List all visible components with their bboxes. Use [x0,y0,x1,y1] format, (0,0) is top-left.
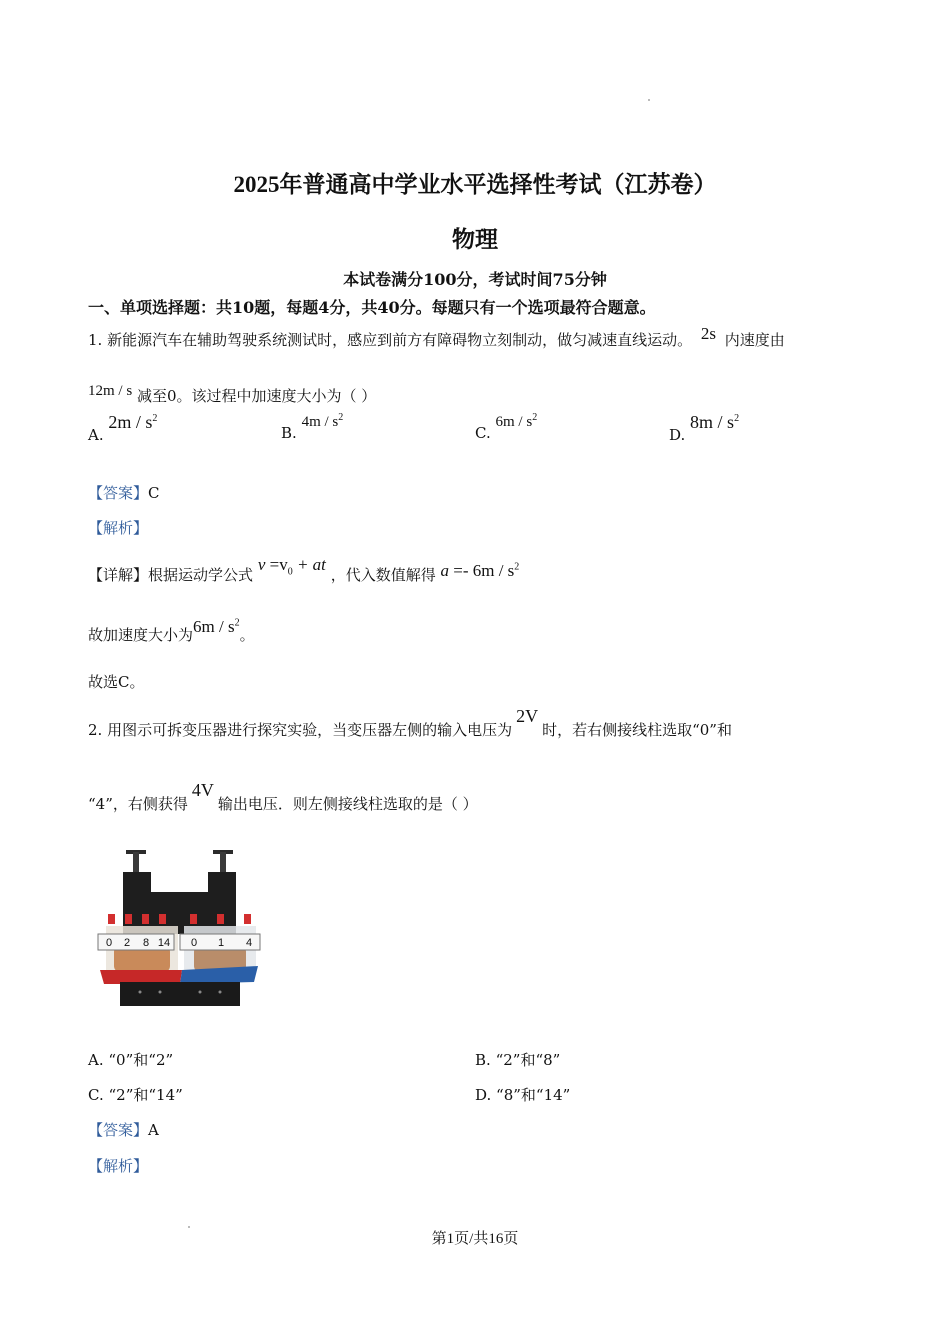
q2-voltage-out: 4V [191,780,214,800]
q2-voltage-in: 2V [516,706,539,726]
black-stand [120,982,240,1006]
detail-text: 根据运动学公式 [148,566,254,584]
detail-label: 【详解】 [88,566,149,584]
detail-text-b: ，代入数值解得 [330,566,436,584]
option-value: $2m / s^2$ [108,412,158,432]
q2-stem-text: 2. 用图示可拆变压器进行探究实验，当变压器左侧的输入电压为 [88,721,513,739]
q1-stem-text: 1. 新能源汽车在辅助驾驶系统测试时，感应到前方有障碍物立刻制动，做匀减速直线运动。 [88,331,693,349]
option-key: C. [475,424,491,442]
exam-title: 2025年普通高中学业水平选择性考试（江苏卷） [233,172,717,197]
formula: $v =v_0$ + at [257,555,326,578]
q2-stem-line1 [88,706,732,740]
q1-stem-line1 [88,324,785,350]
option-key: A. [88,1051,104,1069]
q1-speed: 12m / s [88,383,133,399]
option-value: $6m / s^2$ [495,412,538,430]
q1-stem-text-c: 减至0。该过程中加速度大小为（ ） [136,387,377,405]
left-terminal-label: 2 [123,937,131,949]
q2-stem-text-b: 时，若右侧接线柱选取“0”和 [542,721,732,739]
q1-conclusion [88,617,255,645]
left-terminal-label: 0 [105,937,113,949]
exam-info: 本试卷满分100分，考试时间75分钟 [343,270,607,289]
option-value: “8”和“14” [496,1086,571,1104]
left-terminal-label: 8 [142,937,150,949]
q2-option-c[interactable] [88,1084,183,1105]
transformer-figure [96,842,266,1010]
left-terminal-label: 14 [157,937,171,949]
q2-stem-text-c: “4”，右侧获得 [88,795,188,813]
option-value: “0”和“2” [108,1051,174,1069]
section-heading: 一、单项选择题：共10题，每题4分，共40分。每题只有一个选项最符合题意。 [88,298,656,317]
red-base [100,970,182,984]
right-terminal-label: 1 [217,937,225,949]
q1-option-d[interactable] [669,412,740,445]
page-footer: 第1页/共16页 [431,1231,519,1247]
option-value: $8m / s^2$ [690,412,740,432]
q1-detail [88,555,520,587]
right-terminal-label: 0 [190,937,198,949]
result: $a =- 6m / s^2$ [440,561,520,580]
conclusion-text: 故加速度大小为 [88,626,194,644]
knob-left [126,850,146,874]
option-key: D. [475,1086,492,1104]
q1-option-a[interactable] [88,412,158,445]
option-key: B. [475,1051,491,1069]
q1-stem-text-b: 内速度由 [724,331,785,349]
knob-right [213,850,233,874]
q2-answer [88,1119,159,1140]
option-key: C. [88,1086,104,1104]
option-key: D. [669,426,686,444]
conclusion-end: 。 [239,626,255,644]
q2-analysis-label: 【解析】 [88,1157,149,1175]
answer-label: 【答案】 [88,484,149,502]
scan-dot [648,99,650,101]
q1-choose: 故选C。 [88,673,145,691]
answer-value: A [148,1121,159,1139]
right-terminal-label: 4 [245,937,253,949]
q1-analysis-label: 【解析】 [88,519,149,537]
subject-title: 物理 [452,226,498,253]
q1-option-c[interactable] [475,412,538,443]
option-value: “2”和“14” [108,1086,183,1104]
q1-answer [88,482,160,503]
option-key: A. [88,426,104,444]
option-value: “2”和“8” [495,1051,561,1069]
answer-label: 【答案】 [88,1121,149,1139]
q2-option-d[interactable] [475,1084,570,1105]
conclusion-value: $6m / s^2$ [193,617,240,636]
q2-option-b[interactable] [475,1049,560,1070]
q2-stem-line2 [88,780,478,814]
answer-value: C [148,484,160,502]
q2-stem-text-d: 输出电压．则左侧接线柱选取的是（ ） [217,795,478,813]
q1-stem-line2 [88,385,376,406]
q2-option-a[interactable] [88,1049,173,1070]
iron-core [123,872,236,934]
q1-option-b[interactable] [281,412,344,443]
q1-time: 2s [700,324,716,343]
option-value: $4m / s^2$ [301,412,344,430]
option-key: B. [281,424,297,442]
